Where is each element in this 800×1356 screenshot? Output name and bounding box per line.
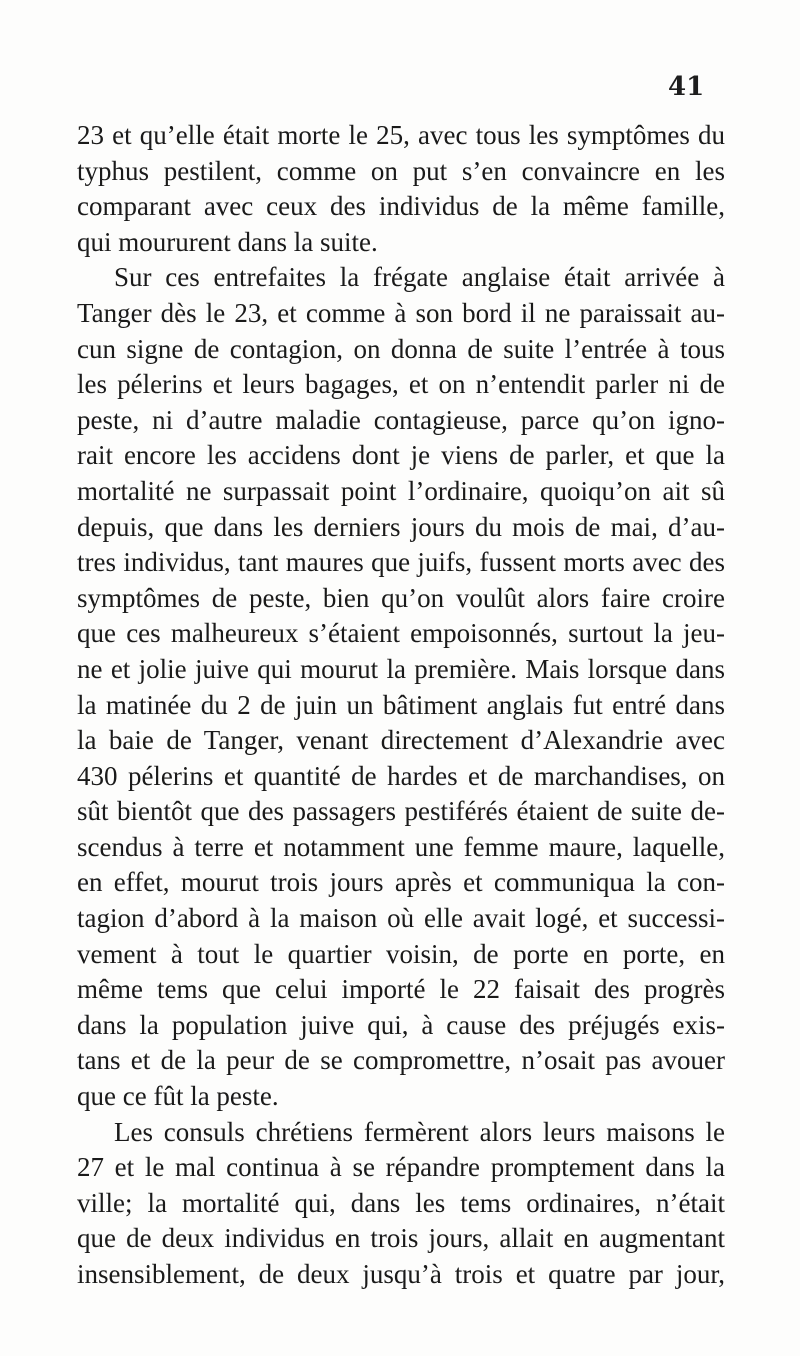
text-line: tagion d’abord à la maison où elle avait logé, et successi- <box>77 903 725 934</box>
text-line: la baie de Tanger, venant directement d’Alexandrie avec <box>77 725 725 756</box>
text-line: vement à tout le quartier voisin, de porte en porte, en <box>77 938 725 969</box>
body-text <box>77 118 725 1293</box>
text-line: comparant avec ceux des individus de la même famille, <box>77 191 725 222</box>
text-line: Tanger dès le 23, et comme à son bord il ne paraissait au- <box>77 297 725 328</box>
text-line: que ces malheureux s’étaient empoisonnés, surtout la jeu- <box>77 618 725 649</box>
text-line: Les consuls chrétiens fermèrent alors leurs maisons le <box>114 1116 725 1147</box>
text-line: depuis, que dans les derniers jours du mois de mai, d’au- <box>77 511 725 542</box>
page-number: 41 <box>668 72 705 102</box>
text-line: qui moururent dans la suite. <box>77 226 378 257</box>
text-line: insensiblement, de deux jusqu’à trois et quatre par jour, <box>77 1259 725 1289</box>
text-line: que de deux individus en trois jours, allait en augmentant <box>77 1223 725 1254</box>
text-line: typhus pestilent, comme on put s’en convaincre en les <box>77 155 725 186</box>
text-line: rait encore les accidens dont je viens de parler, et que la <box>77 440 725 471</box>
text-line: ne et jolie juive qui mourut la première. Mais lorsque dans <box>77 653 725 684</box>
text-line: 27 et le mal continua à se répandre promptement dans la <box>77 1152 725 1183</box>
text-line: les pélerins et leurs bagages, et on n’entendit parler ni de <box>77 369 725 400</box>
text-line: que ce fût la peste. <box>77 1081 279 1112</box>
text-line: mortalité ne surpassait point l’ordinaire, quoiqu’on ait sû <box>77 475 725 506</box>
text-line: peste, ni d’autre maladie contagieuse, parce qu’on igno- <box>77 404 725 435</box>
text-line: en effet, mourut trois jours après et communiqua la con- <box>77 867 725 898</box>
text-line: tres individus, tant maures que juifs, fussent morts avec des <box>77 547 725 578</box>
text-line: sût bientôt que des passagers pestiférés étaient de suite de- <box>77 796 725 827</box>
text-line: 430 pélerins et quantité de hardes et de marchandises, on <box>77 760 725 791</box>
text-line: cun signe de contagion, on donna de suite l’entrée à tous <box>77 333 725 364</box>
text-line: dans la population juive qui, à cause des préjugés exis- <box>77 1009 725 1040</box>
text-line: 23 et qu’elle était morte le 25, avec tous les symptômes du <box>77 120 725 150</box>
text-line: scendus à terre et notamment une femme maure, laquelle, <box>77 831 725 862</box>
text-line: Sur ces entrefaites la frégate anglaise était arrivée à <box>114 262 725 293</box>
text-line: ville; la mortalité qui, dans les tems ordinaires, n’était <box>77 1187 725 1218</box>
text-line: même tems que celui importé le 22 faisait des progrès <box>77 974 725 1005</box>
text-line: symptômes de peste, bien qu’on voulût alors faire croire <box>77 582 725 613</box>
text-line: la matinée du 2 de juin un bâtiment anglais fut entré dans <box>77 689 725 720</box>
text-line: tans et de la peur de se compromettre, n’osait pas avouer <box>77 1045 725 1076</box>
